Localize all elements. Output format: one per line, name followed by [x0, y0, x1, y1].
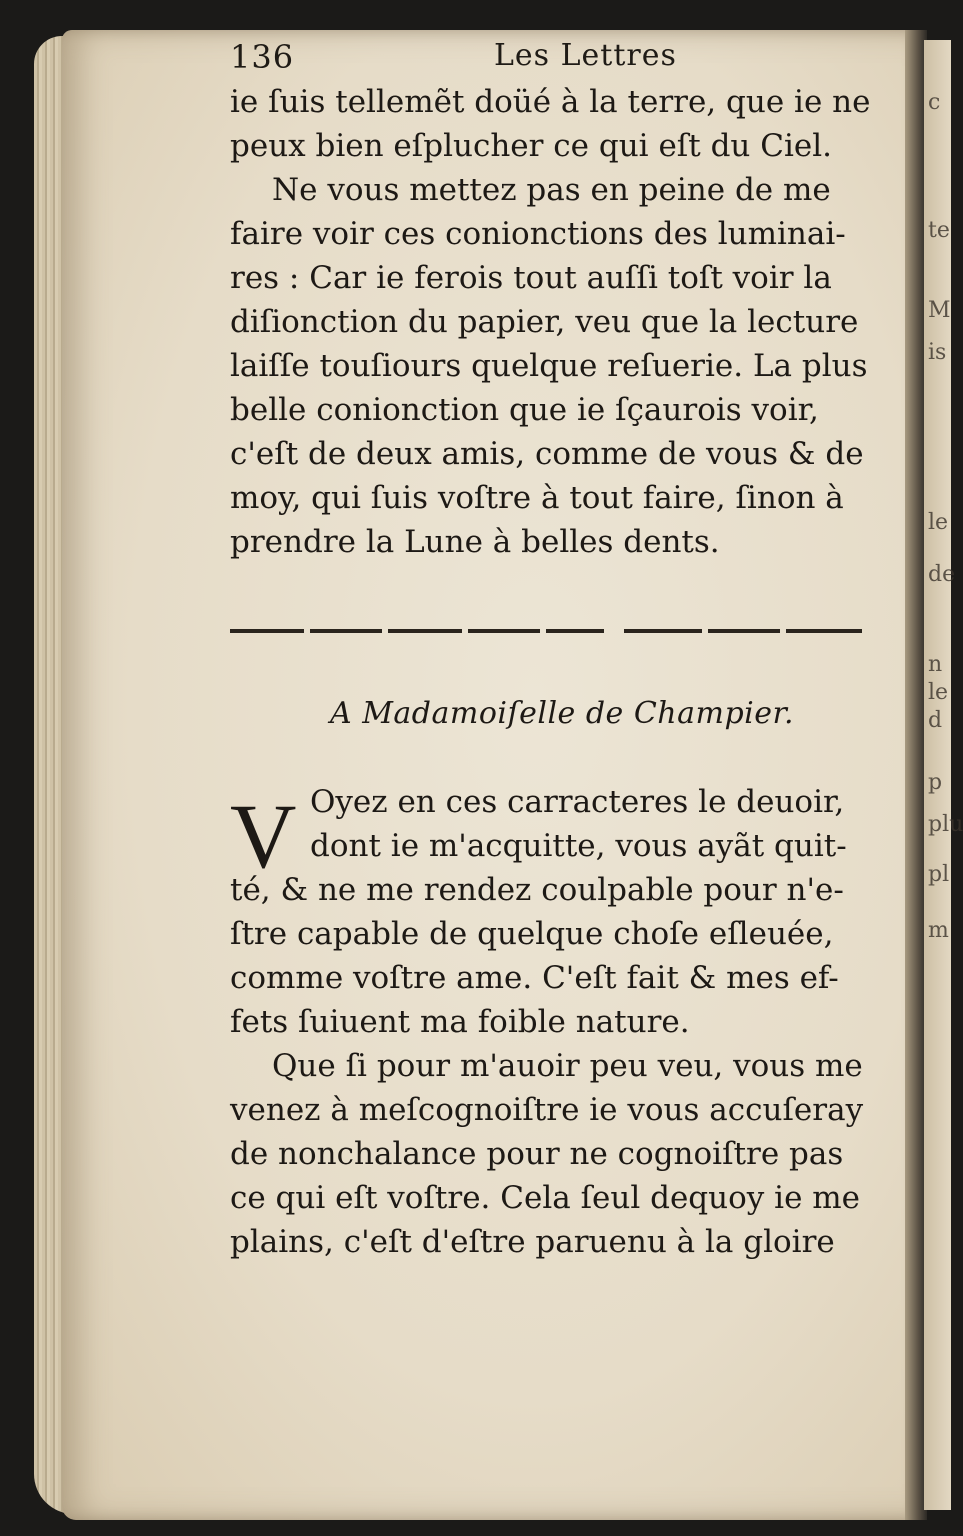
text-line: té, & ne me rendez coulpable pour n'e-: [230, 872, 844, 908]
letter-one-body: [230, 80, 870, 564]
text-line: ce qui eſt voſtre. Cela ſeul dequoy ie me: [230, 1180, 861, 1216]
text-line: faire voir ces conionctions des luminai-: [230, 216, 846, 252]
facing-fragment: d: [928, 708, 943, 733]
facing-fragment: c: [928, 90, 941, 115]
text-line: fets ſuiuent ma foible nature.: [230, 1004, 690, 1040]
text-line: plains, c'eſt d'eſtre paruenu à la gloire: [230, 1224, 835, 1260]
facing-fragment: M: [928, 298, 951, 323]
text-line: moy, qui ſuis voſtre à tout faire, ſinon à: [230, 480, 844, 516]
facing-fragment: le: [928, 680, 949, 705]
facing-fragment: p: [928, 770, 943, 795]
facing-fragment: is: [928, 340, 947, 365]
running-title: Les Lettres: [494, 38, 677, 73]
text-line: dont ie m'acquitte, vous ayãt quit-: [310, 828, 847, 864]
facing-fragment: m: [928, 918, 949, 943]
ornamental-rule: [230, 626, 862, 636]
text-line: c'eſt de deux amis, comme de vous & de: [230, 436, 864, 472]
page-number: 136: [230, 38, 295, 76]
page-header: [230, 38, 870, 78]
facing-fragment: n: [928, 652, 943, 677]
text-line: ie ſuis tellemẽt doüé à la terre, que ie ne: [230, 84, 871, 120]
facing-fragment: de: [928, 562, 956, 587]
text-line: prendre la Lune à belles dents.: [230, 524, 720, 560]
facing-fragment: le: [928, 510, 949, 535]
text-line: res : Car ie ferois tout auſſi toſt voir la: [230, 260, 832, 296]
text-line: peux bien eſplucher ce qui eſt du Ciel.: [230, 128, 832, 164]
facing-fragment: plu: [928, 812, 963, 837]
text-line: comme voſtre ame. C'eſt fait & mes ef-: [230, 960, 839, 996]
facing-fragment: pl: [928, 862, 950, 887]
drop-cap: V: [230, 785, 297, 887]
facing-fragment: te: [928, 218, 950, 243]
text-line: Que ſi pour m'auoir peu veu, vous me: [272, 1048, 863, 1084]
facing-page-edge: [924, 40, 963, 1510]
text-line: venez à meſcognoiſtre ie vous accuſeray: [230, 1092, 864, 1128]
text-line: laiſſe touſiours quelque reſuerie. La plus: [230, 348, 868, 384]
text-line: belle conionction que ie ſçaurois voir,: [230, 392, 819, 428]
text-line: de nonchalance pour ne cognoiſtre pas: [230, 1136, 844, 1172]
text-line: Ne vous mettez pas en peine de me: [272, 172, 831, 208]
text-line: ſtre capable de quelque choſe eſleuée,: [230, 916, 834, 952]
text-line: diſionction du papier, veu que la lecture: [230, 304, 859, 340]
letter-salutation: A Madamoiſelle de Champier.: [330, 696, 795, 731]
text-line: Oyez en ces carracteres le deuoir,: [310, 784, 845, 820]
letter-two-body: [230, 780, 870, 1264]
